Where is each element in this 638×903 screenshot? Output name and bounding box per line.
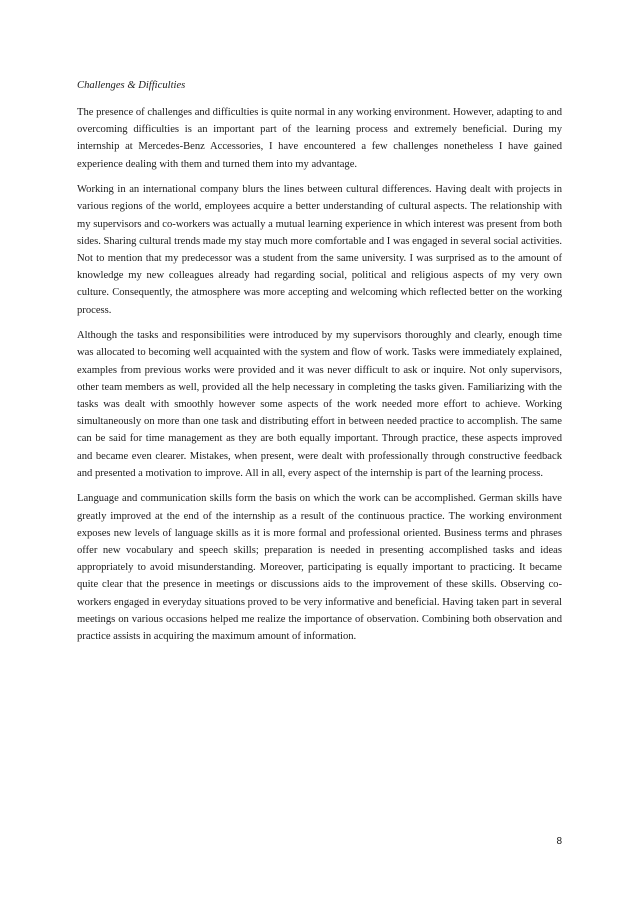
paragraph-language-skills: Language and communication skills form the basis on which the work can be accomplished. German skills have greatly improved at the end of the internship as a result of the continuous practice. The working environment exposes new levels of language skills as it is more formal and professional oriented. Business terms and phrases offer new vocabulary and speech skills; preparation is needed in presenting accomplished tasks and ideas appropriately to avoid misunderstanding. Moreover, participating is equally important to practicing. It became quite clear that the presence in meetings or discussions aids to the improvement of these skills. Observing co-workers engaged in everyday situations proved to be very informative and beneficial. Having taken part in several meetings on various occasions helped me realize the importance of observation. Combining both observation and practice assists in acquiring the maximum amount of information. xyxy=(77,493,562,643)
paragraph-cultural-differences: Working in an international company blurs the lines between cultural differences. Having dealt with projects in various regions of the world, employees acquire a better understanding of cultural aspects. The relationship with my supervisors and co-workers was actually a mutual learning experience in which interest was present from both sides. Sharing cultural trends made my stay much more comfortable and I was engaged in several social activities. Not to mention that my predecessor was a student from the same university. I was surprised as to the amount of knowledge my new colleagues already had regarding social, political and religious aspects of my very own culture. Consequently, the atmosphere was more accepting and welcoming which reflected better on the working process. xyxy=(77,184,562,316)
page-number: 8 xyxy=(556,836,562,847)
document-page xyxy=(77,78,562,654)
paragraph-tasks-responsibilities: Although the tasks and responsibilities were introduced by my supervisors thoroughly and clearly, enough time was allocated to becoming well acquainted with the system and flow of work. Tasks were immediately explained, examples from previous works were provided and it was never difficult to ask or inquire. Not only supervisors, other team members as well, provided all the help necessary in completing the tasks given. Familiarizing with the tasks was dealt with smoothly however some aspects of the work needed more effort to achieve. Working simultaneously on more than one task and distributing effort in between needed practice to accomplish. The same can be said for time management as they are both equally important. Through practice, these aspects improved and became even clearer. Mistakes, when present, were dealt with professionally through constructive feedback and presented a motivation to improve. All in all, every aspect of the internship is part of the learning process. xyxy=(77,330,562,479)
section-title: Challenges & Difficulties xyxy=(77,80,186,91)
paragraph-cultural-challenges-intro: The presence of challenges and difficulties is quite normal in any working environment. However, adapting to and overcoming difficulties is an important part of the learning process and extremely beneficial. During my internship at Mercedes-Benz Accessories, I have encountered a few challenges nonetheless I have gained experience dealing with them and turned them into my advantage. xyxy=(77,107,562,170)
